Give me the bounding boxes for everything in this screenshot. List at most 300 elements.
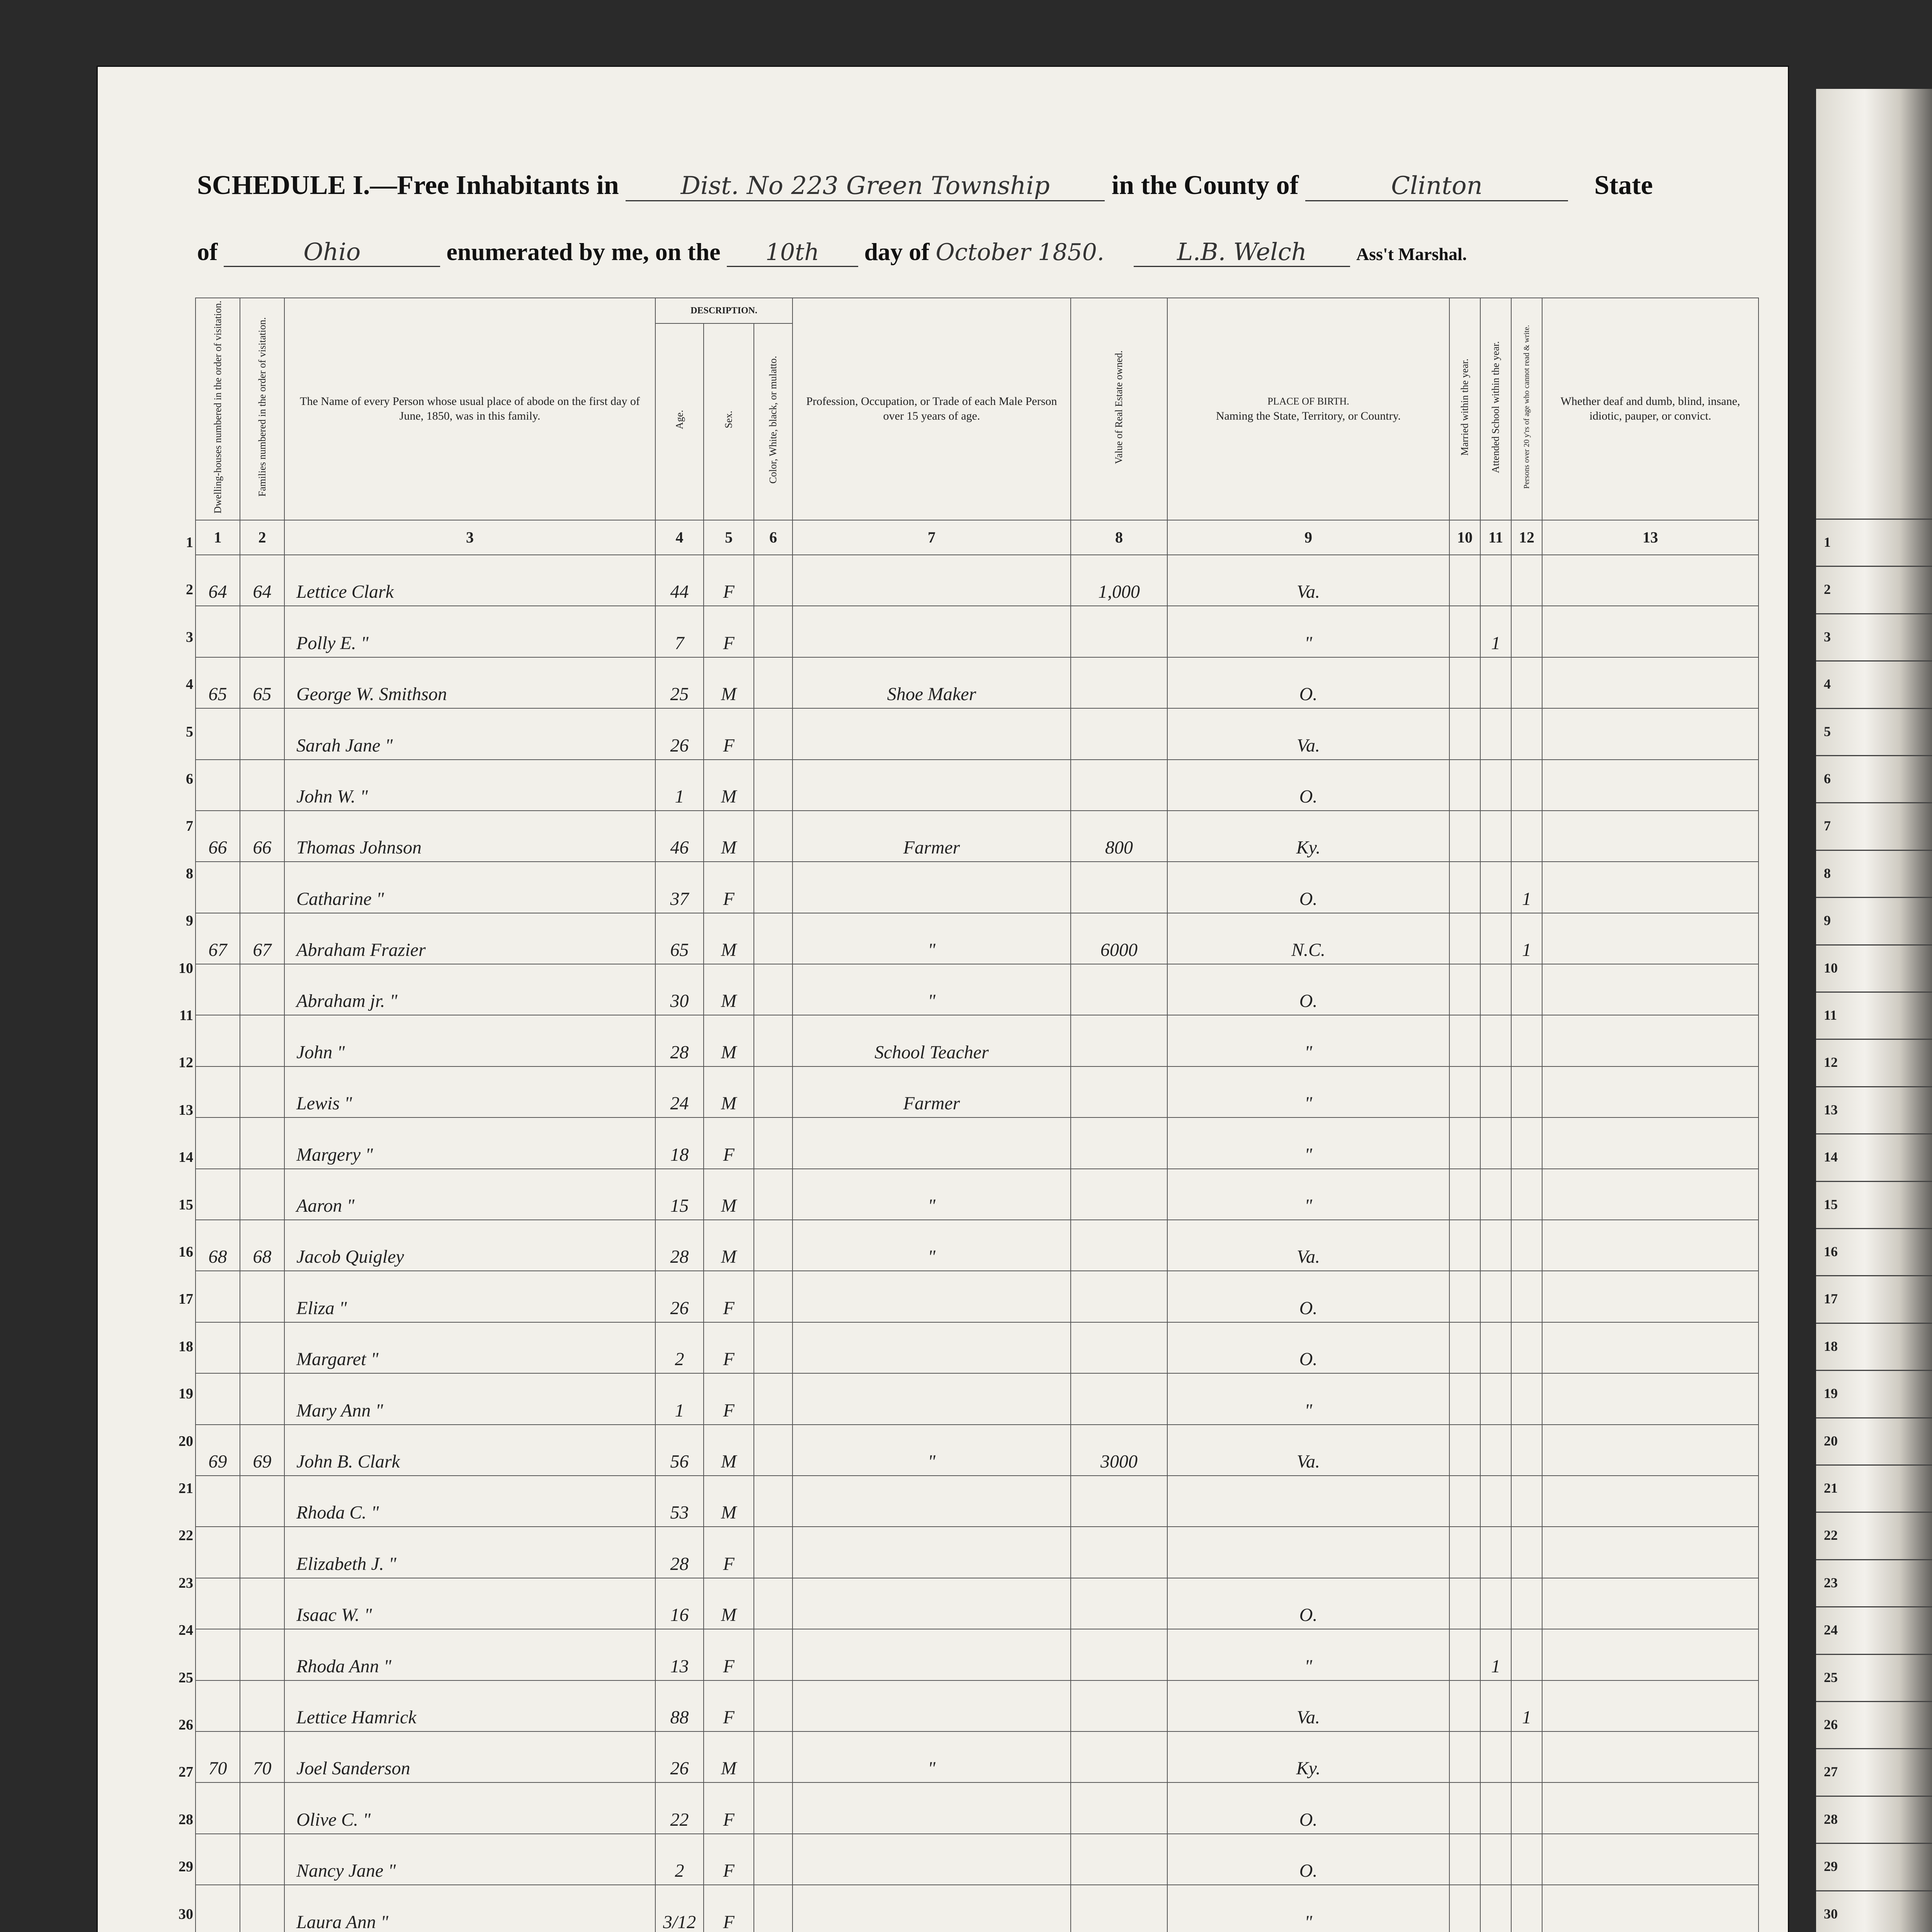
family-number [240, 862, 284, 913]
edge-rule [1816, 1464, 1932, 1466]
illiterate-cell: 1 [1511, 913, 1542, 964]
age-cell: 30 [655, 964, 704, 1015]
married-cell [1449, 913, 1480, 964]
married-cell [1449, 1834, 1480, 1885]
school-cell [1480, 657, 1511, 708]
table-row [196, 1782, 1759, 1833]
married-cell [1449, 1731, 1480, 1782]
column-number: 12 [1511, 520, 1542, 555]
line-number: 11 [179, 1007, 193, 1024]
col-dwelling-header: Dwelling-houses numbered in the order of visitation. [196, 298, 240, 520]
age-cell: 3/12 [655, 1885, 704, 1932]
age-cell: 1 [655, 1373, 704, 1424]
real-estate-value [1071, 1373, 1167, 1424]
sex-cell: F [704, 1885, 754, 1932]
school-cell [1480, 1782, 1511, 1833]
color-cell [754, 964, 793, 1015]
real-estate-value [1071, 1169, 1167, 1220]
state-label: State [1594, 170, 1653, 200]
occupation-cell: " [793, 1731, 1071, 1782]
age-cell: 7 [655, 606, 704, 657]
table-row [196, 1169, 1759, 1220]
birthplace-cell: " [1167, 1169, 1449, 1220]
color-cell [754, 1322, 793, 1373]
color-cell [754, 1117, 793, 1168]
sex-cell: M [704, 1731, 754, 1782]
married-cell [1449, 760, 1480, 811]
table-row [196, 1680, 1759, 1731]
school-cell [1480, 1731, 1511, 1782]
illiterate-cell [1511, 555, 1542, 606]
marshal-label: Ass't Marshal. [1356, 244, 1467, 264]
sex-cell: F [704, 862, 754, 913]
edge-rule [1816, 1748, 1932, 1749]
birthplace-cell: " [1167, 1373, 1449, 1424]
married-cell [1449, 1066, 1480, 1117]
edge-line-number: 9 [1824, 913, 1831, 929]
real-estate-value [1071, 1271, 1167, 1322]
col-illiterate-header: Persons over 20 y'rs of age who cannot read & write. [1511, 298, 1542, 520]
dwelling-number [196, 1476, 240, 1527]
condition-cell [1542, 1527, 1759, 1578]
real-estate-value [1071, 657, 1167, 708]
edge-line-number: 6 [1824, 771, 1831, 786]
day-label: day of [864, 238, 930, 265]
edge-rule [1816, 1559, 1932, 1560]
color-cell [754, 1731, 793, 1782]
of-label: of [197, 238, 218, 265]
color-cell [754, 1425, 793, 1476]
real-estate-value [1071, 708, 1167, 759]
dwelling-number: 69 [196, 1425, 240, 1476]
family-number [240, 1782, 284, 1833]
married-cell [1449, 1476, 1480, 1527]
dwelling-number [196, 1169, 240, 1220]
edge-line-number: 12 [1824, 1054, 1838, 1070]
person-name: Isaac W. " [284, 1578, 655, 1629]
edge-rule [1816, 1228, 1932, 1229]
real-estate-value [1071, 1680, 1167, 1731]
sex-cell: F [704, 1373, 754, 1424]
color-cell [754, 1271, 793, 1322]
table-row [196, 760, 1759, 811]
married-cell [1449, 708, 1480, 759]
married-cell [1449, 1782, 1480, 1833]
person-name: Catharine " [284, 862, 655, 913]
dwelling-number [196, 1578, 240, 1629]
age-cell: 13 [655, 1629, 704, 1680]
edge-line-number: 23 [1824, 1575, 1838, 1590]
age-cell: 22 [655, 1782, 704, 1833]
dwelling-number [196, 1885, 240, 1932]
occupation-cell: " [793, 913, 1071, 964]
table-row [196, 1885, 1759, 1932]
age-cell: 26 [655, 1731, 704, 1782]
table-row [196, 1322, 1759, 1373]
edge-rule [1816, 519, 1932, 520]
edge-line-number: 25 [1824, 1669, 1838, 1685]
census-table [195, 298, 1759, 1932]
table-row [196, 964, 1759, 1015]
edge-line-number: 4 [1824, 676, 1831, 692]
column-number: 9 [1167, 520, 1449, 555]
occupation-cell [793, 1476, 1071, 1527]
school-cell [1480, 1834, 1511, 1885]
real-estate-value [1071, 606, 1167, 657]
line-number: 29 [179, 1859, 193, 1875]
edge-line-number: 2 [1824, 582, 1831, 597]
dwelling-number [196, 1015, 240, 1066]
illiterate-cell [1511, 1169, 1542, 1220]
sex-cell: M [704, 1015, 754, 1066]
table-row [196, 1834, 1759, 1885]
person-name: Abraham jr. " [284, 964, 655, 1015]
person-name: Polly E. " [284, 606, 655, 657]
line-number: 17 [179, 1291, 193, 1308]
family-number [240, 708, 284, 759]
dwelling-number [196, 760, 240, 811]
dwelling-number [196, 1834, 240, 1885]
color-cell [754, 913, 793, 964]
line-number: 30 [179, 1906, 193, 1922]
line-number: 12 [179, 1054, 193, 1071]
sex-cell: M [704, 964, 754, 1015]
table-row [196, 811, 1759, 862]
dwelling-number [196, 862, 240, 913]
county-label: in the County of [1111, 170, 1299, 200]
condition-cell [1542, 913, 1759, 964]
table-row [196, 1271, 1759, 1322]
illiterate-cell [1511, 1425, 1542, 1476]
condition-cell [1542, 1731, 1759, 1782]
real-estate-value [1071, 1117, 1167, 1168]
married-cell [1449, 555, 1480, 606]
married-cell [1449, 964, 1480, 1015]
real-estate-value [1071, 1885, 1167, 1932]
edge-line-number: 8 [1824, 865, 1831, 881]
edge-rule [1816, 1796, 1932, 1797]
school-cell [1480, 1425, 1511, 1476]
dwelling-number [196, 1322, 240, 1373]
line-number: 16 [179, 1244, 193, 1260]
occupation-cell: Shoe Maker [793, 657, 1071, 708]
condition-cell [1542, 1782, 1759, 1833]
age-cell: 53 [655, 1476, 704, 1527]
family-number [240, 1117, 284, 1168]
birthplace-cell: " [1167, 1015, 1449, 1066]
col-sex-header: Sex. [704, 323, 754, 520]
column-number: 11 [1480, 520, 1511, 555]
school-cell [1480, 708, 1511, 759]
color-cell [754, 1578, 793, 1629]
edge-line-number: 14 [1824, 1149, 1838, 1165]
real-estate-value: 3000 [1071, 1425, 1167, 1476]
sex-cell: F [704, 1629, 754, 1680]
school-cell [1480, 760, 1511, 811]
color-cell [754, 1169, 793, 1220]
schedule-title: SCHEDULE I.—Free Inhabitants in [197, 170, 619, 200]
enumerated-label: enumerated by me, on the [446, 238, 721, 265]
condition-cell [1542, 1220, 1759, 1271]
condition-cell [1542, 862, 1759, 913]
age-cell: 88 [655, 1680, 704, 1731]
real-estate-value [1071, 1782, 1167, 1833]
married-cell [1449, 1015, 1480, 1066]
real-estate-value [1071, 1578, 1167, 1629]
real-estate-value [1071, 964, 1167, 1015]
dwelling-number [196, 1527, 240, 1578]
birthplace-cell: O. [1167, 1322, 1449, 1373]
edge-rule [1816, 992, 1932, 993]
sex-cell: M [704, 1476, 754, 1527]
age-cell: 28 [655, 1015, 704, 1066]
edge-line-number: 18 [1824, 1338, 1838, 1354]
condition-cell [1542, 1373, 1759, 1424]
occupation-cell [793, 760, 1071, 811]
line-number: 24 [179, 1622, 193, 1639]
birthplace-cell: O. [1167, 657, 1449, 708]
edge-rule [1816, 1086, 1932, 1087]
age-cell: 24 [655, 1066, 704, 1117]
line-number: 26 [179, 1717, 193, 1733]
table-row [196, 1629, 1759, 1680]
col-value-header: Value of Real Estate owned. [1071, 298, 1167, 520]
person-name: Sarah Jane " [284, 708, 655, 759]
edge-line-number: 30 [1824, 1906, 1838, 1922]
age-cell: 26 [655, 1271, 704, 1322]
person-name: Elizabeth J. " [284, 1527, 655, 1578]
sex-cell: F [704, 1322, 754, 1373]
sex-cell: F [704, 1527, 754, 1578]
person-name: Abraham Frazier [284, 913, 655, 964]
line-number: 4 [186, 676, 193, 693]
occupation-cell: School Teacher [793, 1015, 1071, 1066]
column-number: 6 [754, 520, 793, 555]
birthplace-cell: Va. [1167, 1220, 1449, 1271]
table-row [196, 913, 1759, 964]
occupation-cell [793, 1885, 1071, 1932]
edge-rule [1816, 1370, 1932, 1371]
person-name: Rhoda Ann " [284, 1629, 655, 1680]
color-cell [754, 1680, 793, 1731]
illiterate-cell [1511, 1629, 1542, 1680]
school-cell [1480, 862, 1511, 913]
header-row-top [196, 298, 1759, 323]
married-cell [1449, 1527, 1480, 1578]
age-cell: 2 [655, 1322, 704, 1373]
family-number [240, 1322, 284, 1373]
sex-cell: F [704, 1834, 754, 1885]
school-cell [1480, 1373, 1511, 1424]
column-number: 10 [1449, 520, 1480, 555]
column-number: 1 [196, 520, 240, 555]
line-number: 25 [179, 1669, 193, 1686]
col-name-header: The Name of every Person whose usual place of abode on the first day of June, 1850, was in this family. [284, 298, 655, 520]
married-cell [1449, 657, 1480, 708]
column-number-row [196, 520, 1759, 555]
occupation-cell [793, 1782, 1071, 1833]
table-row [196, 1527, 1759, 1578]
married-cell [1449, 1425, 1480, 1476]
occupation-cell: " [793, 1425, 1071, 1476]
dwelling-number [196, 606, 240, 657]
birthplace-cell: O. [1167, 1271, 1449, 1322]
occupation-cell: Farmer [793, 1066, 1071, 1117]
age-cell: 46 [655, 811, 704, 862]
edge-rule [1816, 1275, 1932, 1276]
edge-rule [1816, 755, 1932, 756]
family-number [240, 1373, 284, 1424]
occupation-cell: Farmer [793, 811, 1071, 862]
real-estate-value: 800 [1071, 811, 1167, 862]
line-number: 15 [179, 1196, 193, 1213]
family-number [240, 1015, 284, 1066]
school-cell [1480, 811, 1511, 862]
birthplace-cell [1167, 1476, 1449, 1527]
school-cell: 1 [1480, 606, 1511, 657]
illiterate-cell [1511, 1322, 1542, 1373]
illiterate-cell [1511, 1885, 1542, 1932]
person-name: Laura Ann " [284, 1885, 655, 1932]
occupation-cell: " [793, 1169, 1071, 1220]
illiterate-cell [1511, 1220, 1542, 1271]
marshal-signature: L.B. Welch [1134, 238, 1350, 267]
census-body [196, 555, 1759, 1932]
family-number: 68 [240, 1220, 284, 1271]
illiterate-cell [1511, 1578, 1542, 1629]
illiterate-cell [1511, 1782, 1542, 1833]
married-cell [1449, 1117, 1480, 1168]
edge-line-number: 10 [1824, 960, 1838, 976]
family-number [240, 1680, 284, 1731]
married-cell [1449, 1373, 1480, 1424]
table-row [196, 1425, 1759, 1476]
illiterate-cell [1511, 1731, 1542, 1782]
dwelling-number [196, 708, 240, 759]
column-number: 13 [1542, 520, 1759, 555]
family-number: 66 [240, 811, 284, 862]
illiterate-cell [1511, 964, 1542, 1015]
column-number: 5 [704, 520, 754, 555]
birthplace-cell: Ky. [1167, 811, 1449, 862]
edge-rule [1816, 1181, 1932, 1182]
family-number [240, 1066, 284, 1117]
edge-line-number: 15 [1824, 1196, 1838, 1212]
color-cell [754, 606, 793, 657]
real-estate-value [1071, 760, 1167, 811]
age-cell: 28 [655, 1527, 704, 1578]
condition-cell [1542, 1169, 1759, 1220]
edge-line-number: 19 [1824, 1386, 1838, 1401]
edge-rule [1816, 566, 1932, 567]
color-cell [754, 1527, 793, 1578]
condition-cell [1542, 1271, 1759, 1322]
table-row [196, 1731, 1759, 1782]
married-cell [1449, 811, 1480, 862]
district-field: Dist. No 223 Green Township [626, 172, 1105, 201]
school-cell [1480, 1322, 1511, 1373]
table-row [196, 606, 1759, 657]
family-number [240, 964, 284, 1015]
edge-line-number: 11 [1824, 1007, 1837, 1023]
color-cell [754, 1373, 793, 1424]
edge-rule [1816, 708, 1932, 709]
occupation-cell [793, 1271, 1071, 1322]
real-estate-value [1071, 1527, 1167, 1578]
edge-rule [1816, 1039, 1932, 1040]
condition-cell [1542, 811, 1759, 862]
state-field: Ohio [224, 238, 440, 267]
dwelling-number [196, 1271, 240, 1322]
occupation-cell [793, 862, 1071, 913]
column-number: 2 [240, 520, 284, 555]
dwelling-number [196, 1782, 240, 1833]
person-name: Olive C. " [284, 1782, 655, 1833]
edge-rule [1816, 613, 1932, 614]
married-cell [1449, 1578, 1480, 1629]
occupation-cell: " [793, 964, 1071, 1015]
color-cell [754, 555, 793, 606]
occupation-cell [793, 1322, 1071, 1373]
birthplace-cell: " [1167, 606, 1449, 657]
line-number: 23 [179, 1575, 193, 1591]
illiterate-cell [1511, 657, 1542, 708]
sex-cell: M [704, 1425, 754, 1476]
person-name: Lettice Clark [284, 555, 655, 606]
color-cell [754, 1476, 793, 1527]
col-condition-header: Whether deaf and dumb, blind, insane, idiotic, pauper, or convict. [1542, 298, 1759, 520]
birthplace-cell: " [1167, 1117, 1449, 1168]
family-number: 65 [240, 657, 284, 708]
birthplace-cell: O. [1167, 1782, 1449, 1833]
family-number [240, 1834, 284, 1885]
table-row [196, 657, 1759, 708]
school-cell [1480, 1527, 1511, 1578]
occupation-cell [793, 1117, 1071, 1168]
real-estate-value [1071, 1066, 1167, 1117]
edge-rule [1816, 1512, 1932, 1513]
birthplace-cell: Va. [1167, 1680, 1449, 1731]
sex-cell: M [704, 1220, 754, 1271]
occupation-cell: " [793, 1220, 1071, 1271]
edge-line-number: 3 [1824, 629, 1831, 645]
condition-cell [1542, 1680, 1759, 1731]
table-row [196, 1015, 1759, 1066]
person-name: Margaret " [284, 1322, 655, 1373]
birthplace-cell: " [1167, 1885, 1449, 1932]
illiterate-cell: 1 [1511, 862, 1542, 913]
dwelling-number: 67 [196, 913, 240, 964]
line-number: 5 [186, 723, 193, 740]
family-number: 69 [240, 1425, 284, 1476]
line-number: 18 [179, 1338, 193, 1355]
condition-cell [1542, 555, 1759, 606]
occupation-cell [793, 555, 1071, 606]
family-number: 70 [240, 1731, 284, 1782]
illiterate-cell [1511, 1066, 1542, 1117]
birthplace-cell: O. [1167, 964, 1449, 1015]
color-cell [754, 862, 793, 913]
illiterate-cell [1511, 760, 1542, 811]
color-cell [754, 1885, 793, 1932]
real-estate-value [1071, 1629, 1167, 1680]
school-cell [1480, 1476, 1511, 1527]
age-cell: 44 [655, 555, 704, 606]
edge-line-number: 1 [1824, 534, 1831, 550]
line-number: 21 [179, 1480, 193, 1497]
edge-line-number: 16 [1824, 1244, 1838, 1259]
family-number [240, 1885, 284, 1932]
